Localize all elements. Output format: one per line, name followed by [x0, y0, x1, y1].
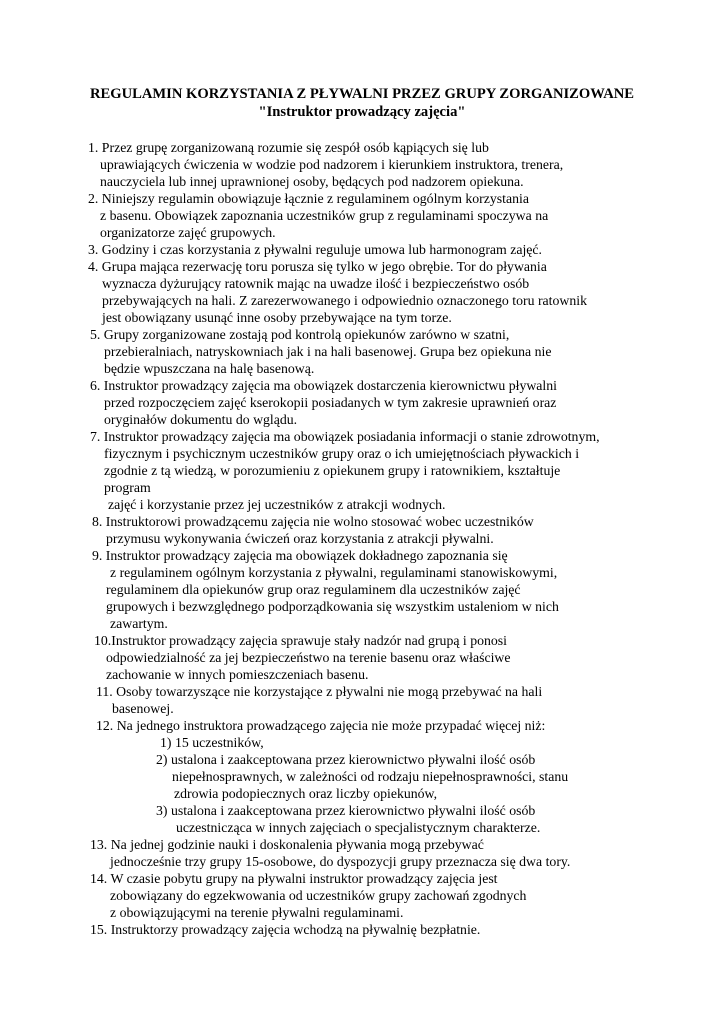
rule-line: przed rozpoczęciem zajęć kserokopii posiadanych w tym zakresie uprawnień oraz — [104, 395, 557, 410]
rule-line: 1) 15 uczestników, — [160, 735, 264, 750]
rule-line: uprawiających ćwiczenia w wodzie pod nadzorem i kierunkiem instruktora, trenera, — [100, 157, 564, 172]
rule-line: 2) ustalona i zaakceptowana przez kierownictwo pływalni ilość osób — [156, 752, 536, 767]
rule-line: 11. Osoby towarzyszące nie korzystające z pływalni nie mogą przebywać na hali — [96, 684, 543, 699]
rule-line: fizycznym i psychicznym uczestników grupy oraz o ich umiejętnościach pływackich i — [104, 446, 580, 461]
rule-line: 3. Godziny i czas korzystania z pływalni reguluje umowa lub harmonogram zajęć. — [88, 242, 542, 257]
rule-line: 15. Instruktorzy prowadzący zajęcia wchodzą na pływalnię bezpłatnie. — [90, 922, 481, 937]
rule-line: 5. Grupy zorganizowane zostają pod kontrolą opiekunów zarówno w szatni, — [90, 327, 510, 342]
rule-line: 13. Na jednej godzinie nauki i doskonalenia pływania mogą przebywać — [90, 837, 484, 852]
rule-line: będzie wpuszczana na halę basenową. — [104, 361, 315, 376]
rule-line: przymusu wykonywania ćwiczeń oraz korzystania z atrakcji pływalni. — [106, 531, 494, 546]
rule-line: 4. Grupa mająca rezerwację toru porusza się tylko w jego obrębie. Tor do pływania — [88, 259, 547, 274]
rule-line: 3) ustalona i zaakceptowana przez kierownictwo pływalni ilość osób — [156, 803, 536, 818]
rule-line: 8. Instruktorowi prowadzącemu zajęcia nie wolno stosować wobec uczestników — [92, 514, 534, 529]
rule-line: przebywających na hali. Z zarezerwowanego i odpowiednio oznaczonego toru ratownik — [102, 293, 587, 308]
rule-line: 6. Instruktor prowadzący zajęcia ma obowiązek dostarczenia kierownictwu pływalni — [90, 378, 557, 393]
rule-line: 14. W czasie pobytu grupy na pływalni instruktor prowadzący zajęcia jest — [90, 871, 498, 886]
rule-line: z obowiązującymi na terenie pływalni regulaminami. — [110, 905, 404, 920]
rule-line: 2. Niniejszy regulamin obowiązuje łącznie z regulaminem ogólnym korzystania — [88, 191, 529, 206]
rule-line: z regulaminem ogólnym korzystania z pływalni, regulaminami stanowiskowymi, — [110, 565, 558, 580]
rule-line: jednocześnie trzy grupy 15-osobowe, do dyspozycji grupy przeznacza się dwa tory. — [110, 854, 571, 869]
rule-line: 10.Instruktor prowadzący zajęcia sprawuje stały nadzór nad grupą i ponosi — [94, 633, 507, 648]
rule-line: zdrowia podopiecznych oraz liczby opiekunów, — [174, 786, 438, 801]
rule-line: organizatorze zajęć grupowych. — [100, 225, 276, 240]
rule-line: jest obowiązany usunąć inne osoby przebywające na tym torze. — [102, 310, 452, 325]
document-title: REGULAMIN KORZYSTANIA Z PŁYWALNI PRZEZ GRUPY ZORGANIZOWANE — [89, 86, 635, 102]
rule-line: 9. Instruktor prowadzący zajęcia ma obowiązek dokładnego zapoznania się — [92, 548, 508, 563]
rule-line: zobowiązany do egzekwowania od uczestników grupy zachowań zgodnych — [110, 888, 527, 903]
rule-line: 1. Przez grupę zorganizowaną rozumie się zespół osób kąpiących się lub — [88, 140, 489, 155]
rule-line: zajęć i korzystanie przez jej uczestników z atrakcji wodnych. — [108, 497, 446, 512]
rule-line: zawartym. — [110, 616, 168, 631]
rule-line: 7. Instruktor prowadzący zajęcia ma obowiązek posiadania informacji o stanie zdrowotnym, — [90, 429, 600, 444]
rule-line: oryginałów dokumentu do wglądu. — [104, 412, 298, 427]
rule-line: z basenu. Obowiązek zapoznania uczestników grup z regulaminami spoczywa na — [100, 208, 549, 223]
document-subtitle: "Instruktor prowadzący zajęcia" — [258, 104, 466, 120]
rule-line: grupowych i bezwzględnego podporządkowania się wszystkim ustaleniom w nich — [106, 599, 559, 614]
rule-line: niepełnosprawnych, w zależności od rodzaju niepełnosprawności, stanu — [172, 769, 569, 784]
rule-line: odpowiedzialność za jej bezpieczeństwo na terenie basenu oraz właściwe — [106, 650, 511, 665]
rule-line: uczestnicząca w innych zajęciach o specjalistycznym charakterze. — [176, 820, 541, 835]
rule-line: wyznacza dyżurujący ratownik mając na uwadze ilość i bezpieczeństwo osób — [102, 276, 530, 291]
rule-line: program — [104, 480, 151, 495]
rule-line: nauczyciela lub innej uprawnionej osoby, będących pod nadzorem opiekuna. — [100, 174, 524, 189]
rule-line: basenowej. — [112, 701, 174, 716]
rule-line: przebieralniach, natryskowniach jak i na hali basenowej. Grupa bez opiekuna nie — [104, 344, 552, 359]
rule-line: 12. Na jednego instruktora prowadzącego zajęcia nie może przypadać więcej niż: — [96, 718, 546, 733]
rule-line: zachowanie w innych pomieszczeniach basenu. — [106, 667, 369, 682]
rule-line: regulaminem dla opiekunów grup oraz regulaminem dla uczestników zajęć — [106, 582, 521, 597]
rule-line: zgodnie z tą wiedzą, w porozumieniu z opiekunem grupy i ratownikiem, kształtuje — [104, 463, 561, 478]
